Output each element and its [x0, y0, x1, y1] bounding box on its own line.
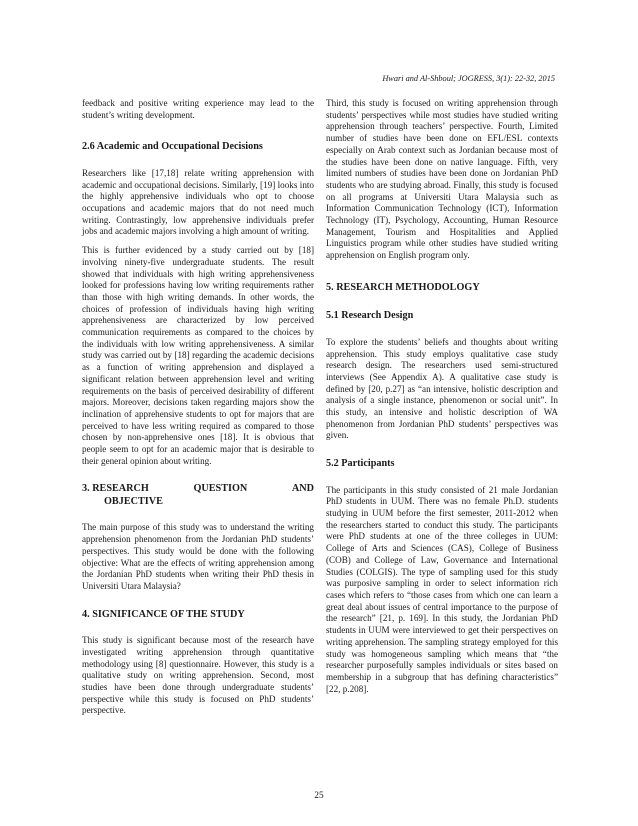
right-column: [326, 98, 558, 702]
section-heading-5: 5. RESEARCH METHODOLOGY: [326, 281, 480, 293]
running-header: Hwari and Al-Shboul; JOGRESS, 3(1): 22-32, 2015: [382, 74, 555, 83]
section-heading-2-6: 2.6 Academic and Occupational Decisions: [82, 141, 263, 153]
paragraph: The participants in this study consisted of 21 male Jordanian PhD students in UUM. There was no female Ph.D. students studying in UUM before the first semester, 2011-2012 when the researchers started to conduct this study. The participants were PhD students at one of the three colleges in UUM: College of Arts and Sciences (CAS), College of Business (COB) and College of Law, Governance and International Studies (COLGIS). The type of sampling used for this study was purposive sampling in order to select information rich cases which refers to “those cases from which one can learn a great deal about issues of central importance to the purpose of the research” [21, p. 169]. In this study, the Jordanian PhD students in UUM were interviewed to get their perspectives on writing apprehension. The sampling strategy employed for this study was homogeneous sampling which means that “the researcher purposefully samples individuals or sites based on membership in a subgroup that has defining characteristics” [22, p.208].: [326, 484, 558, 694]
paragraph: The main purpose of this study was to understand the writing apprehension phenomenon from the Jordanian PhD students’ perspectives. This study would be done with the following objective: What are the effects of writing apprehension among the Jordanian PhD students when writing their PhD thesis in Universiti Utara Malaysia?: [82, 522, 314, 591]
page-number: 25: [314, 790, 324, 800]
left-column: [82, 98, 314, 724]
heading-word: 3. RESEARCH: [82, 483, 149, 495]
section-heading-3-continued: OBJECTIVE: [104, 495, 163, 507]
heading-word: AND: [291, 483, 314, 495]
paragraph: Third, this study is focused on writing apprehension through students’ perspectives while most studies have studied writing apprehension through teachers’ perspective. Fourth, Limited number of studies have been done on EFL/ESL contexts especially on Arab context such as Jordanian because most of the studies have been done on native language. Fifth, very limited numbers of studies have been done on Jordanian PhD students who are studying abroad. Finally, this study is focused on all programs at Universiti Utara Malaysia such as Information Communication Technology (ICT), Information Technology (IT), Psychology, Accounting, Human Resource Management, Tourism and Hospitalities and Applied Linguistics program while other studies have studied writing apprehension on English program only.: [326, 98, 558, 261]
paragraph: This is further evidenced by a study carried out by [18] involving ninety-five undergraduate students. The result showed that individuals with high writing apprehensiveness looked for professions having low writing requirements rather than those with high writing demands. In other words, the choices of profession of individuals having high writing apprehensiveness are characterized by low perceived communication requirements as compared to the choices by the individuals with low writing apprehensiveness. A similar study was carried out by [18] regarding the academic decisions as a function of writing apprehension and displayed a significant relation between apprehension level and writing requirements on the basis of perceived desirability of different majors. Moreover, decisions taken regarding majors show the inclination of apprehensive students to opt for majors that are perceived to have less writing required as compared to those chosen by non-apprehensive ones [18]. It is obvious that people seem to opt for an academic major that is desirable to their general opinion about writing.: [82, 245, 314, 466]
heading-word: QUESTION: [193, 483, 248, 495]
section-heading-5-2: 5.2 Participants: [326, 458, 395, 470]
section-heading-5-1: 5.1 Research Design: [326, 310, 414, 322]
paragraph: Researchers like [17,18] relate writing apprehension with academic and occupational decisions. Similarly, [19] looks into the highly apprehensive individuals who opt to choose occupations and academic majors that do not need much writing. Contrastingly, low apprehensive individuals prefer jobs and academic majors involving a high amount of writing.: [82, 167, 314, 237]
section-heading-4: 4. SIGNIFICANCE OF THE STUDY: [82, 608, 245, 620]
section-heading-3: [82, 483, 314, 496]
paragraph: This study is significant because most of the research have investigated writing apprehension through quantitative methodology using [8] questionnaire. However, this study is a qualitative study on writing apprehension. Second, most studies have been done through undergraduate students’ perspective while this study is focused on PhD students’ perspective.: [82, 635, 314, 716]
paragraph: feedback and positive writing experience may lead to the student’s writing development.: [82, 98, 314, 120]
paragraph: To explore the students’ beliefs and thoughts about writing apprehension. This study employs qualitative case study research design. The researchers used semi-structured interviews (See Appendix A). A qualitative case study is defined by [20, p.27] as “an intensive, holistic description and analysis of a single instance, phenomenon or social unit”. In this study, an intensive and holistic description of WA phenomenon from Jordanian PhD students’ perspectives was given.: [326, 336, 558, 441]
